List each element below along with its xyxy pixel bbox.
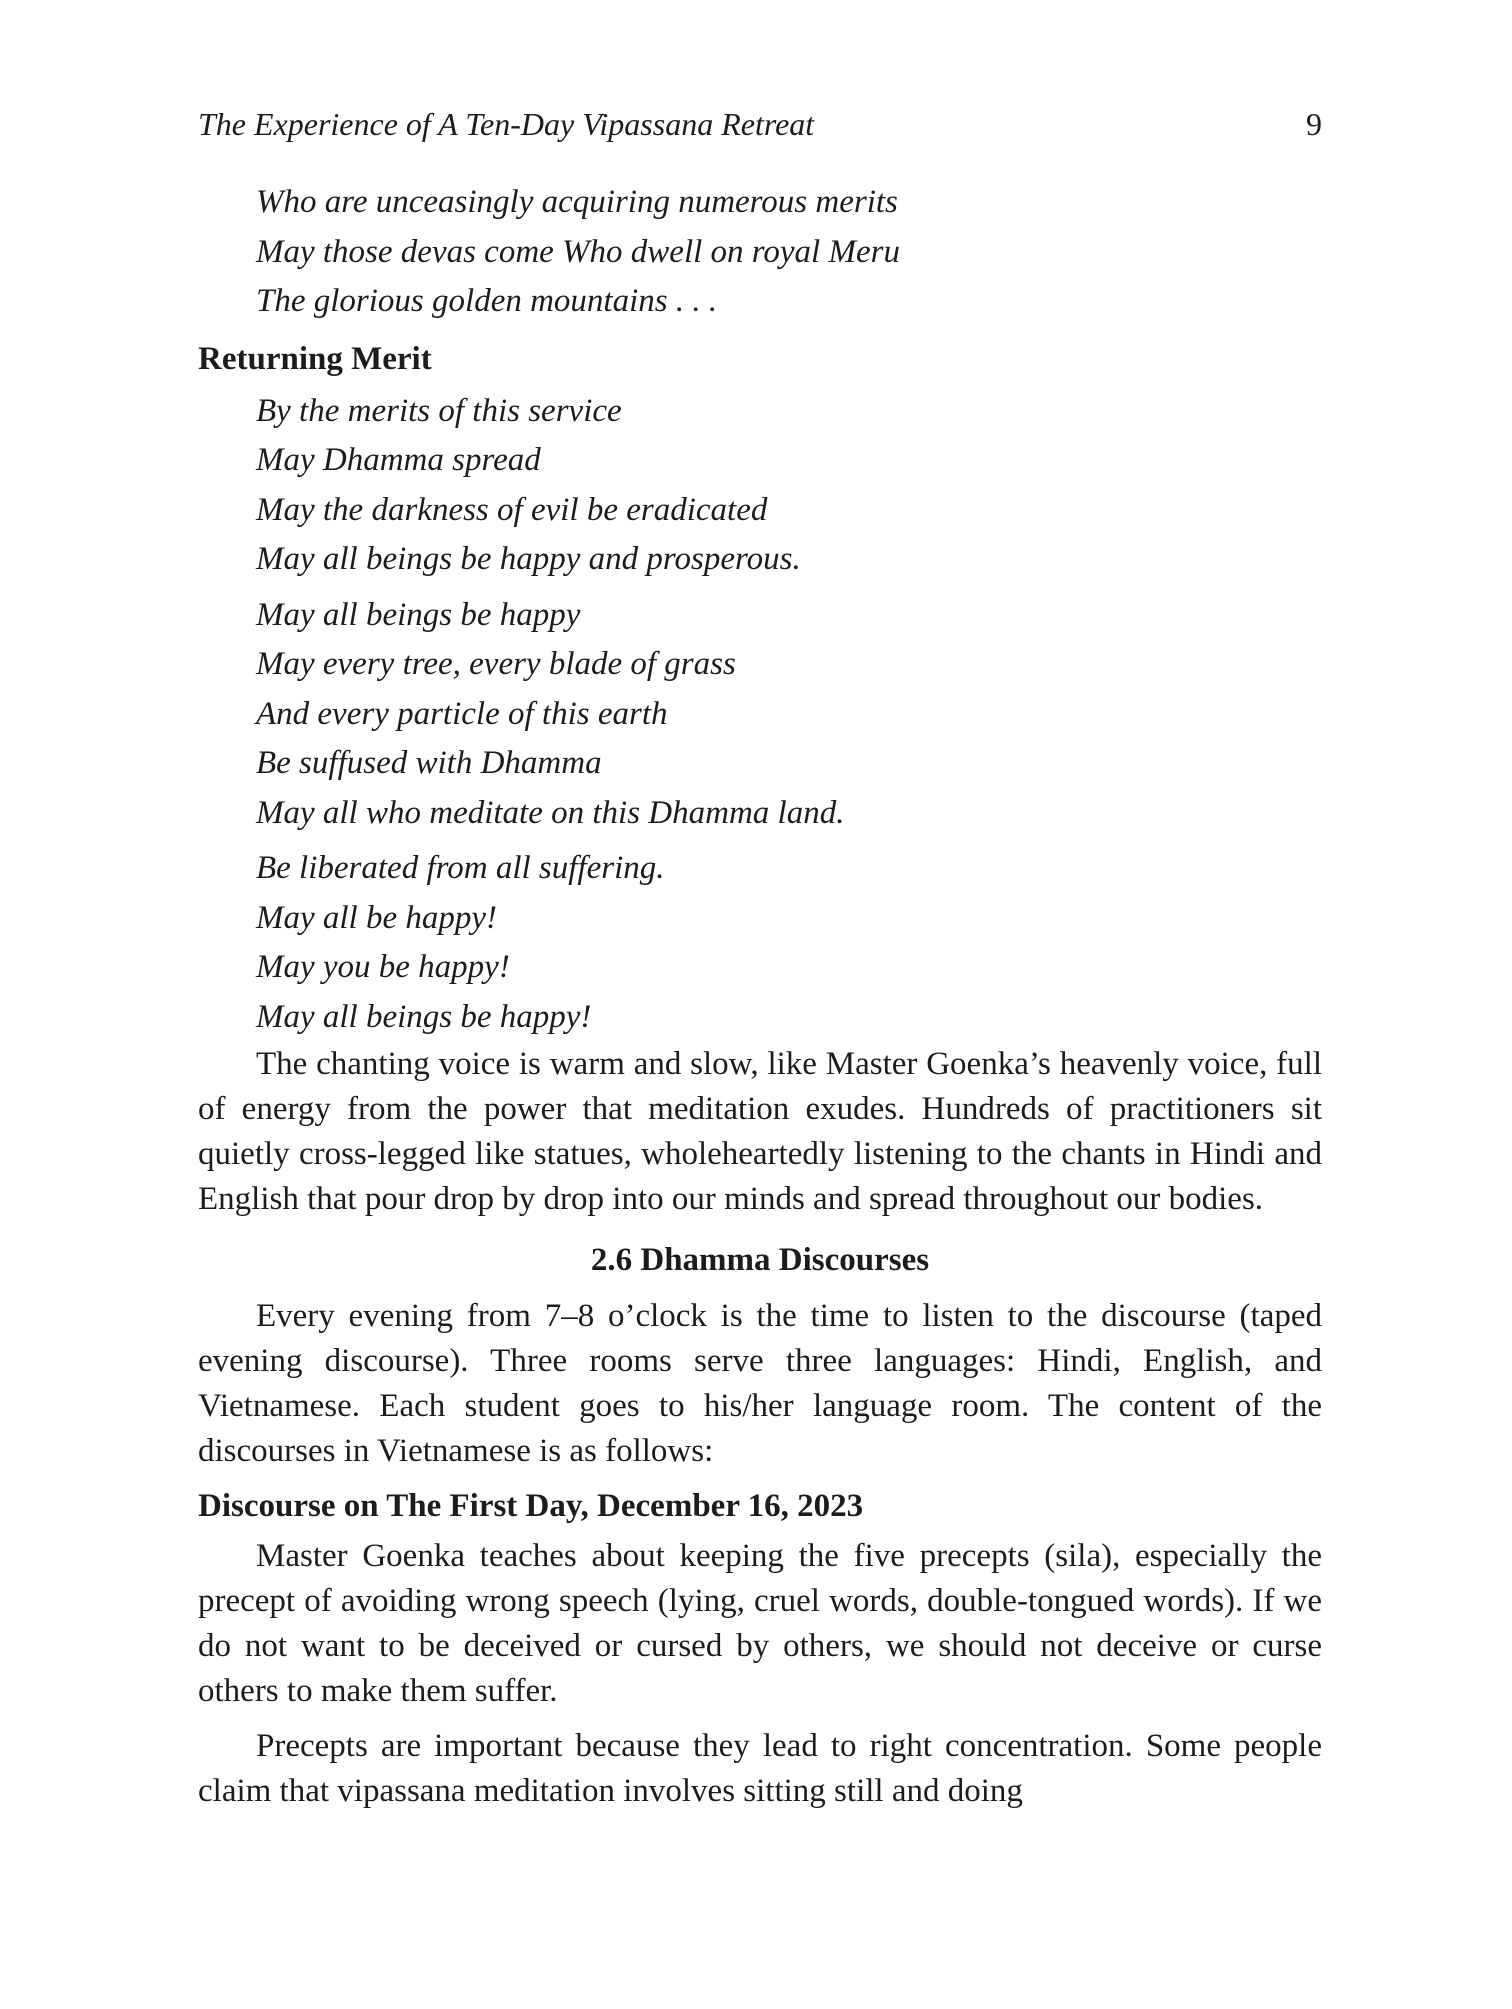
verse-line: May the darkness of evil be eradicated [256,491,768,528]
running-header: The Experience of A Ten-Day Vipassana Retreat [198,106,815,142]
verse-line: Who are unceasingly acquiring numerous merits [256,184,898,220]
verse-line: By the merits of this service [256,392,622,429]
verse-line: May all be happy! [256,899,498,936]
verse-line: And every particle of this earth [256,695,668,732]
paragraph-first-day-concentration: Precepts are important because they lead to right concentration. Some people claim that vipassana meditation involves sitting still and doing [198,1728,1322,1809]
verse-line: May every tree, every blade of grass [256,646,736,682]
returning-merit-heading: Returning Merit [198,340,432,377]
paragraph-discourses-intro: Every evening from 7–8 o’clock is the time to listen to the discourse (taped evening discourse). Three rooms serve three languages: Hindi, English, and Vietnamese. Each student goes to his/her language room. The content of the discourses in Vietnamese is as follows: [198,1298,1322,1469]
verse-line: Be liberated from all suffering. [256,850,665,886]
verse-line: May Dhamma spread [256,442,541,478]
page-content [198,178,1322,1824]
verse-line: Be suffused with Dhamma [256,745,602,781]
verse-line: May you be happy! [256,949,510,985]
returning-merit-verse [198,387,1322,1043]
paragraph-first-day-precepts: Master Goenka teaches about keeping the five precepts (sila), especially the precept of avoiding wrong speech (lying, cruel words, double-tongued words). If we do not want to be deceived or cursed by others, we should not deceive or curse others to make them suffer. [198,1538,1322,1709]
verse-line: May all who meditate on this Dhamma land. [256,794,845,831]
paragraph-chanting: The chanting voice is warm and slow, like Master Goenka’s heavenly voice, full of energy from the power that meditation exudes. Hundreds of practitioners sit quietly cross-legged like statues, wholeheartedly listening to the chants in Hindi and English that pour drop by drop into our minds and spread throughout our bodies. [198,1046,1322,1217]
verse-line: The glorious golden mountains . . . [256,283,718,319]
first-day-heading: Discourse on The First Day, December 16, 2023 [198,1488,864,1524]
verse-intro [198,178,1322,327]
verse-line: May those devas come Who dwell on royal Meru [256,233,900,270]
page-number: 9 [1306,106,1322,142]
verse-line: May all beings be happy [256,596,581,633]
verse-line: May all beings be happy and prosperous. [256,541,801,577]
section-heading-dhamma-discourses: 2.6 Dhamma Discourses [590,1242,930,1278]
verse-line: May all beings be happy! [256,998,592,1035]
